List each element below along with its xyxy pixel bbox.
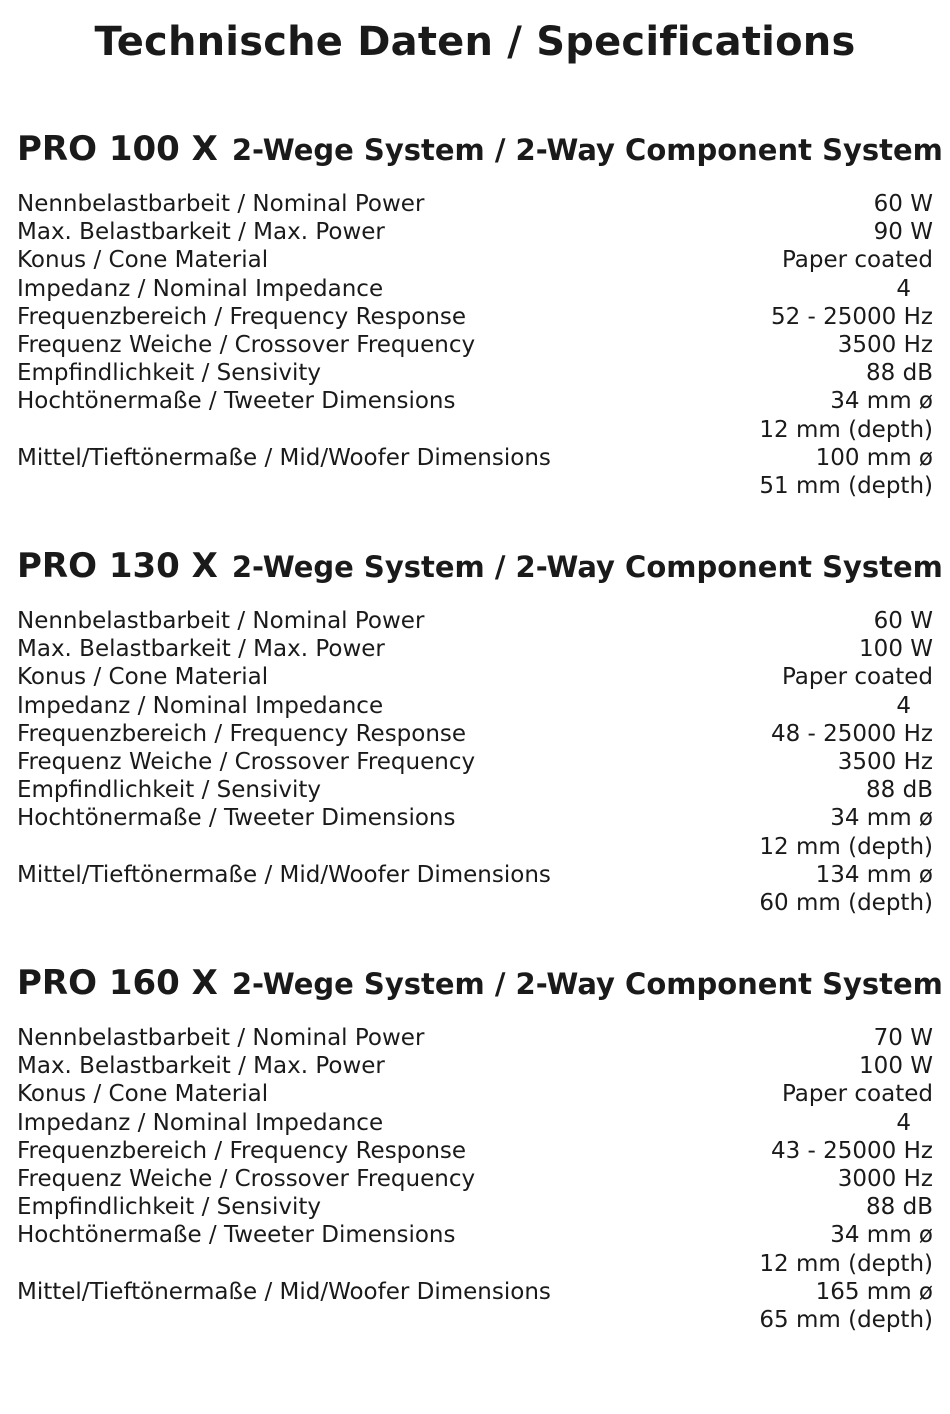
- spec-section: [17, 128, 943, 499]
- spec-row: [17, 1024, 933, 1052]
- spec-value-primary: 48 - 25000 Hz: [770, 720, 933, 747]
- spec-value-primary: Paper coated: [781, 247, 933, 274]
- spec-value: [896, 1109, 933, 1137]
- spec-value: [896, 275, 933, 303]
- spec-label: Max. Belastbarkeit / Max. Power: [17, 1053, 385, 1080]
- spec-value-primary: 3500 Hz: [837, 331, 933, 358]
- spec-label: Impedanz / Nominal Impedance: [17, 1109, 384, 1136]
- spec-value-primary: 4: [896, 275, 933, 302]
- model-name: PRO 160 X: [17, 963, 218, 1003]
- spec-value-primary: 88 dB: [866, 360, 933, 387]
- spec-value: [759, 861, 933, 917]
- spec-row: [17, 663, 933, 691]
- spec-row: [17, 1221, 933, 1277]
- spec-value: [771, 1137, 933, 1165]
- spec-row: [17, 303, 933, 331]
- spec-label: Max. Belastbarkeit / Max. Power: [17, 636, 385, 663]
- spec-value: [759, 1221, 933, 1277]
- spec-row: [17, 804, 933, 860]
- spec-row: [17, 720, 933, 748]
- spec-row: [17, 635, 933, 663]
- spec-value-secondary: 51 mm (depth): [759, 472, 933, 499]
- section-heading: [17, 545, 943, 587]
- page-title: Technische Daten / Specifications: [94, 19, 856, 65]
- spec-value: [874, 1024, 933, 1052]
- spec-value-primary: 165 mm ø: [815, 1278, 933, 1305]
- spec-row: [17, 1278, 933, 1334]
- spec-value-primary: Paper coated: [781, 664, 933, 691]
- spec-label: Frequenz Weiche / Crossover Frequency: [17, 748, 476, 775]
- model-name: PRO 100 X: [17, 129, 218, 169]
- spec-label: Frequenzbereich / Frequency Response: [17, 303, 467, 330]
- spec-list: [17, 607, 933, 917]
- spec-value-primary: 70 W: [873, 1025, 933, 1051]
- spec-value-primary: 100 W: [859, 636, 933, 663]
- spec-value-primary: 4: [896, 1109, 933, 1136]
- spec-row: [17, 861, 933, 917]
- spec-value-primary: 3500 Hz: [837, 748, 933, 775]
- spec-row: [17, 748, 933, 776]
- spec-value: [874, 190, 933, 218]
- spec-value-primary: 52 - 25000 Hz: [770, 303, 933, 330]
- spec-value-secondary: 65 mm (depth): [759, 1306, 933, 1333]
- spec-label: Empfindlichkeit / Sensivity: [17, 360, 321, 387]
- spec-row: [17, 190, 933, 218]
- spec-label: Mittel/Tieftönermaße / Mid/Woofer Dimensions: [17, 444, 551, 471]
- spec-row: [17, 1193, 933, 1221]
- spec-value: [866, 1193, 933, 1221]
- section-heading: [17, 128, 943, 170]
- spec-row: [17, 387, 933, 443]
- spec-value: [838, 748, 933, 776]
- spec-row: [17, 246, 933, 274]
- spec-value-primary: 34 mm ø: [830, 1222, 933, 1249]
- spec-value-primary: 4: [896, 692, 933, 719]
- spec-label: Empfindlichkeit / Sensivity: [17, 1194, 321, 1221]
- spec-value-primary: 43 - 25000 Hz: [770, 1137, 933, 1164]
- spec-value-primary: Paper coated: [781, 1081, 933, 1108]
- spec-label: Frequenzbereich / Frequency Response: [17, 1137, 467, 1164]
- spec-value-primary: 88 dB: [866, 777, 933, 804]
- spec-value-primary: 100 mm ø: [815, 444, 933, 471]
- spec-row: [17, 1137, 933, 1165]
- spec-value: [874, 218, 933, 246]
- spec-value: [866, 359, 933, 387]
- spec-row: [17, 1080, 933, 1108]
- spec-value: [896, 692, 933, 720]
- spec-value: [759, 387, 933, 443]
- spec-label: Max. Belastbarkeit / Max. Power: [17, 219, 385, 246]
- spec-value-primary: 3000 Hz: [837, 1165, 933, 1192]
- spec-label: Frequenz Weiche / Crossover Frequency: [17, 331, 476, 358]
- spec-label: Impedanz / Nominal Impedance: [17, 692, 384, 719]
- spec-label: Nennbelastbarbeit / Nominal Power: [17, 191, 425, 217]
- spec-row: [17, 331, 933, 359]
- spec-value-primary: 100 W: [859, 1053, 933, 1080]
- spec-value: [759, 1278, 933, 1334]
- spec-label: Mittel/Tieftönermaße / Mid/Woofer Dimensions: [17, 861, 551, 888]
- spec-list: [17, 190, 933, 500]
- spec-value-primary: 88 dB: [866, 1194, 933, 1221]
- spec-label: Hochtönermaße / Tweeter Dimensions: [17, 388, 456, 415]
- spec-value-secondary: 12 mm (depth): [759, 416, 933, 443]
- spec-row: [17, 692, 933, 720]
- spec-value-primary: 34 mm ø: [830, 388, 933, 415]
- spec-label: Mittel/Tieftönermaße / Mid/Woofer Dimensions: [17, 1278, 551, 1305]
- spec-label: Hochtönermaße / Tweeter Dimensions: [17, 1222, 456, 1249]
- spec-label: Impedanz / Nominal Impedance: [17, 275, 384, 302]
- spec-value: [782, 663, 933, 691]
- spec-value-secondary: 12 mm (depth): [759, 833, 933, 860]
- spec-value: [759, 804, 933, 860]
- spec-value: [859, 1052, 933, 1080]
- spec-value-primary: 90 W: [873, 219, 933, 246]
- section-heading: [17, 962, 943, 1004]
- spec-label: Nennbelastbarbeit / Nominal Power: [17, 608, 425, 634]
- spec-label: Frequenzbereich / Frequency Response: [17, 720, 467, 747]
- spec-label: Hochtönermaße / Tweeter Dimensions: [17, 805, 456, 832]
- spec-value-primary: 34 mm ø: [830, 805, 933, 832]
- spec-list: [17, 1024, 933, 1334]
- spec-value: [838, 331, 933, 359]
- system-type: 2-Wege System / 2-Way Component System: [231, 133, 943, 167]
- spec-value: [874, 607, 933, 635]
- spec-value: [859, 635, 933, 663]
- spec-label: Konus / Cone Material: [17, 664, 269, 691]
- spec-label: Empfindlichkeit / Sensivity: [17, 777, 321, 804]
- spec-value: [782, 246, 933, 274]
- spec-section: [17, 545, 943, 916]
- spec-value-secondary: 12 mm (depth): [759, 1250, 933, 1277]
- spec-value: [838, 1165, 933, 1193]
- system-type: 2-Wege System / 2-Way Component System: [231, 967, 943, 1001]
- spec-row: [17, 444, 933, 500]
- spec-label: Nennbelastbarbeit / Nominal Power: [17, 1025, 425, 1051]
- spec-section: [17, 962, 943, 1333]
- spec-row: [17, 1052, 933, 1080]
- spec-value: [771, 303, 933, 331]
- spec-row: [17, 275, 933, 303]
- spec-row: [17, 218, 933, 246]
- spec-label: Konus / Cone Material: [17, 1081, 269, 1108]
- spec-row: [17, 776, 933, 804]
- spec-value: [866, 776, 933, 804]
- spec-row: [17, 1109, 933, 1137]
- spec-value-primary: 60 W: [873, 608, 933, 634]
- spec-row: [17, 359, 933, 387]
- spec-value: [782, 1080, 933, 1108]
- spec-value: [771, 720, 933, 748]
- spec-row: [17, 607, 933, 635]
- spec-value-primary: 60 W: [873, 191, 933, 217]
- spec-label: Konus / Cone Material: [17, 247, 269, 274]
- model-name: PRO 130 X: [17, 546, 218, 586]
- spec-row: [17, 1165, 933, 1193]
- spec-label: Frequenz Weiche / Crossover Frequency: [17, 1165, 476, 1192]
- spec-value: [759, 444, 933, 500]
- spec-value-primary: 134 mm ø: [815, 861, 933, 888]
- system-type: 2-Wege System / 2-Way Component System: [231, 550, 943, 584]
- spec-value-secondary: 60 mm (depth): [759, 889, 933, 916]
